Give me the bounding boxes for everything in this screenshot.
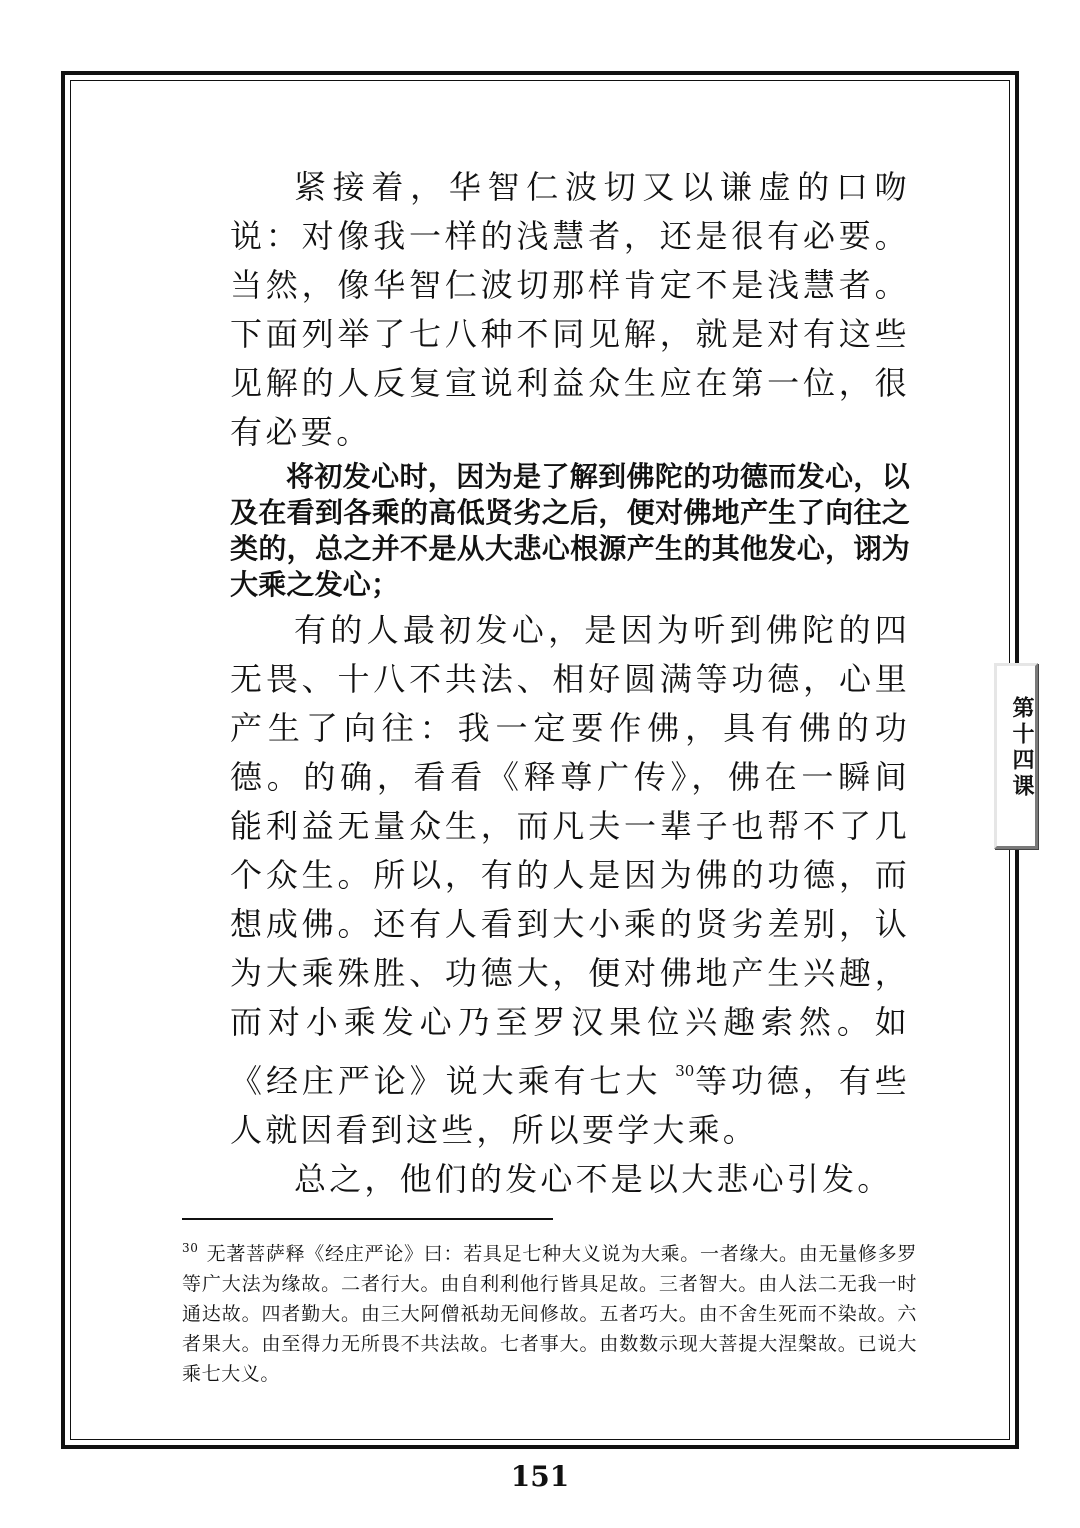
footnote-text: 无著菩萨释《经庄严论》曰：若具足七种大义说为大乘。一者缘大。由无量修多罗等广大法为缘故。二者行大。由自利利他行皆具足故。三者智大。由人法二无我一时通达故。四者勤大。由三大阿僧祇劫无间修故。五者巧大。由不舍生死而不染故。六者果大。由至得力无所畏不共法故。七者事大。由数数示现大菩提大涅槃故。已说大乘七大义。 <box>182 1243 917 1385</box>
footnote <box>182 1233 917 1389</box>
paragraph-commentary <box>230 606 910 1155</box>
chapter-side-tab <box>994 663 1038 849</box>
paragraph-commentary-part1: 有的人最初发心，是因为听到佛陀的四无畏、十八不共法、相好圆满等功德，心里产生了向往：我一定要作佛，具有佛的功德。的确，看看《释尊广传》，佛在一瞬间能利益无量众生，而凡夫一辈子也帮不了几个众生。所以，有的人是因为佛的功德，而想成佛。还有人看到大小乘的贤劣差别，认为大乘殊胜、功德大，便对佛地产生兴趣，而对小乘发心乃至罗汉果位兴趣索然。如《经庄严论》说大乘有七大 <box>230 611 910 1100</box>
footnote-reference[interactable]: 30 <box>675 1062 695 1080</box>
main-text <box>230 163 910 1204</box>
root-text-quote: 将初发心时，因为是了解到佛陀的功德而发心，以及在看到各乘的高低贤劣之后，便对佛地产生了向往之类的，总之并不是从大悲心根源产生的其他发心，诩为大乘之发心； <box>230 460 910 601</box>
page-number: 151 <box>510 1460 570 1493</box>
footnote-number: 30 <box>182 1241 199 1255</box>
footnote-divider <box>182 1218 553 1220</box>
paragraph-commentary-part2: 等功德，有些人就因看到这些，所以要学大乘。 <box>230 1062 910 1149</box>
paragraph-intro: 紧接着，华智仁波切又以谦虚的口吻说：对像我一样的浅慧者，还是很有必要。当然，像华智仁波切那样肯定不是浅慧者。下面列举了七八种不同见解，就是对有这些见解的人反复宣说利益众生应在第一位，很有必要。 <box>230 168 910 451</box>
paragraph-conclusion: 总之，他们的发心不是以大悲心引发。 <box>294 1160 893 1198</box>
chapter-side-tab-label: 第十四课 <box>1009 696 1035 800</box>
